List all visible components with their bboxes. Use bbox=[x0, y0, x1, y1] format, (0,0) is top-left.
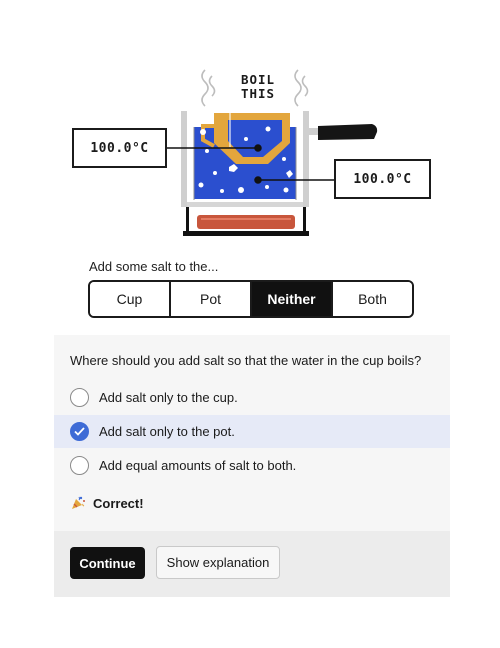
party-popper-icon bbox=[70, 495, 86, 511]
radio-button[interactable] bbox=[70, 456, 89, 475]
quiz-option-cup[interactable] bbox=[54, 381, 450, 414]
salt-prompt-label: Add some salt to the... bbox=[89, 259, 219, 274]
pot-handle bbox=[309, 124, 377, 140]
salt-target-selector bbox=[88, 280, 414, 318]
feedback-text: Correct! bbox=[93, 495, 144, 511]
segment-cup[interactable]: Cup bbox=[90, 282, 171, 316]
option-label: Add salt only to the pot. bbox=[99, 424, 235, 439]
segment-both[interactable]: Both bbox=[333, 282, 412, 316]
cup-temperature-readout: 100.0°C bbox=[72, 128, 167, 168]
quiz-question: Where should you add salt so that the water in the cup boils? bbox=[70, 353, 422, 368]
quiz-footer bbox=[54, 531, 450, 597]
show-explanation-button[interactable]: Show explanation bbox=[156, 546, 280, 579]
boiling-pot-illustration bbox=[0, 0, 500, 245]
segment-pot[interactable]: Pot bbox=[171, 282, 252, 316]
burner bbox=[183, 207, 309, 236]
quiz-option-both[interactable] bbox=[54, 449, 450, 482]
quiz-option-pot[interactable] bbox=[54, 415, 450, 448]
continue-button[interactable]: Continue bbox=[70, 547, 145, 579]
radio-button-checked[interactable] bbox=[70, 422, 89, 441]
radio-button[interactable] bbox=[70, 388, 89, 407]
feedback-message bbox=[70, 495, 144, 511]
boil-this-label: BOIL THIS bbox=[240, 72, 276, 101]
option-label: Add equal amounts of salt to both. bbox=[99, 458, 297, 473]
option-label: Add salt only to the cup. bbox=[99, 390, 238, 405]
quiz-card bbox=[54, 335, 450, 597]
pot-temperature-readout: 100.0°C bbox=[334, 159, 431, 199]
burner-heat bbox=[197, 215, 295, 229]
checkmark-icon bbox=[74, 427, 85, 436]
segment-neither[interactable]: Neither bbox=[252, 282, 333, 316]
